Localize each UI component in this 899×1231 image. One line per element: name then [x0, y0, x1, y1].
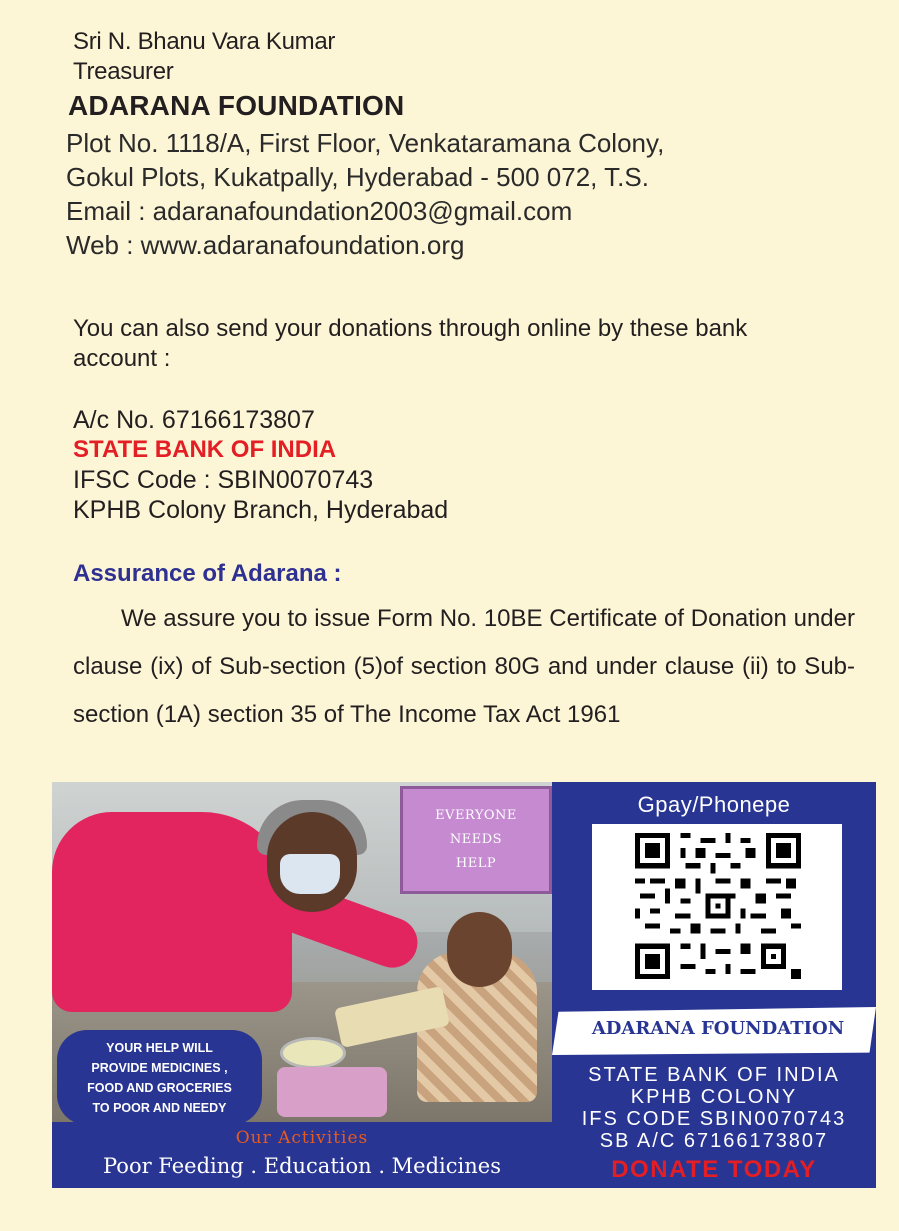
banner-bank-name: STATE BANK OF INDIA [588, 1064, 840, 1086]
needs-line-1: EVERYONE [435, 808, 517, 823]
address-line-1: Plot No. 1118/A, First Floor, Venkataramana Colony, [66, 128, 665, 158]
help-line-4: TO POOR AND NEEDY [92, 1100, 227, 1115]
ifsc-code: IFSC Code : SBIN0070743 [73, 466, 374, 494]
help-line-2: PROVIDE MEDICINES , [91, 1060, 228, 1075]
grocery-bag [277, 1067, 387, 1117]
activities-title: Our Activities [235, 1128, 369, 1148]
org-title: ADARANA FOUNDATION [68, 90, 405, 121]
face-mask [280, 854, 340, 894]
elderly-woman-head [447, 912, 512, 987]
stripe-title: ADARANA FOUNDATION [591, 1018, 845, 1039]
assurance-body: We assure you to issue Form No. 10BE Certificate of Donation under clause (ix) of Sub-section (5)of section 80G and under clause (ii) to Sub-section (1A) section 35 of The Income Tax Act 1961 [73, 605, 855, 728]
payment-qr-code[interactable] [635, 832, 801, 980]
donation-banner [52, 782, 876, 1188]
assurance-heading: Assurance of Adarana : [73, 560, 342, 587]
gpay-label: Gpay/Phonepe [637, 792, 791, 817]
charity-photo [52, 782, 552, 1122]
needs-line-2: NEEDS [449, 832, 503, 847]
treasurer-role: Treasurer [73, 58, 174, 85]
donation-intro: You can also send your donations through online by these bank account : [73, 315, 748, 372]
donate-today-cta: DONATE TODAY [611, 1156, 817, 1183]
help-line-3: FOOD AND GROCERIES [87, 1080, 232, 1095]
treasurer-name: Sri N. Bhanu Vara Kumar [73, 28, 336, 55]
help-bubble [57, 1030, 262, 1122]
everyone-needs-help-card [400, 786, 552, 894]
address-line-2: Gokul Plots, Kukatpally, Hyderabad - 500 072, T.S. [66, 162, 649, 192]
help-line-1: YOUR HELP WILL [106, 1040, 213, 1055]
activities-list: Poor Feeding . Education . Medicines [103, 1154, 501, 1178]
banner-account: SB A/C 67166173807 [599, 1130, 829, 1152]
food-plate [280, 1037, 346, 1069]
needs-line-3: HELP [455, 856, 497, 871]
web-line: Web : www.adaranafoundation.org [66, 230, 465, 260]
branch-name: KPHB Colony Branch, Hyderabad [73, 496, 449, 524]
banner-ifsc: IFS CODE SBIN0070743 [581, 1108, 847, 1130]
bank-name: STATE BANK OF INDIA [73, 436, 337, 463]
email-line: Email : adaranafoundation2003@gmail.com [66, 196, 573, 226]
account-number: A/c No. 67166173807 [73, 406, 315, 434]
banner-branch: KPHB COLONY [630, 1086, 798, 1108]
